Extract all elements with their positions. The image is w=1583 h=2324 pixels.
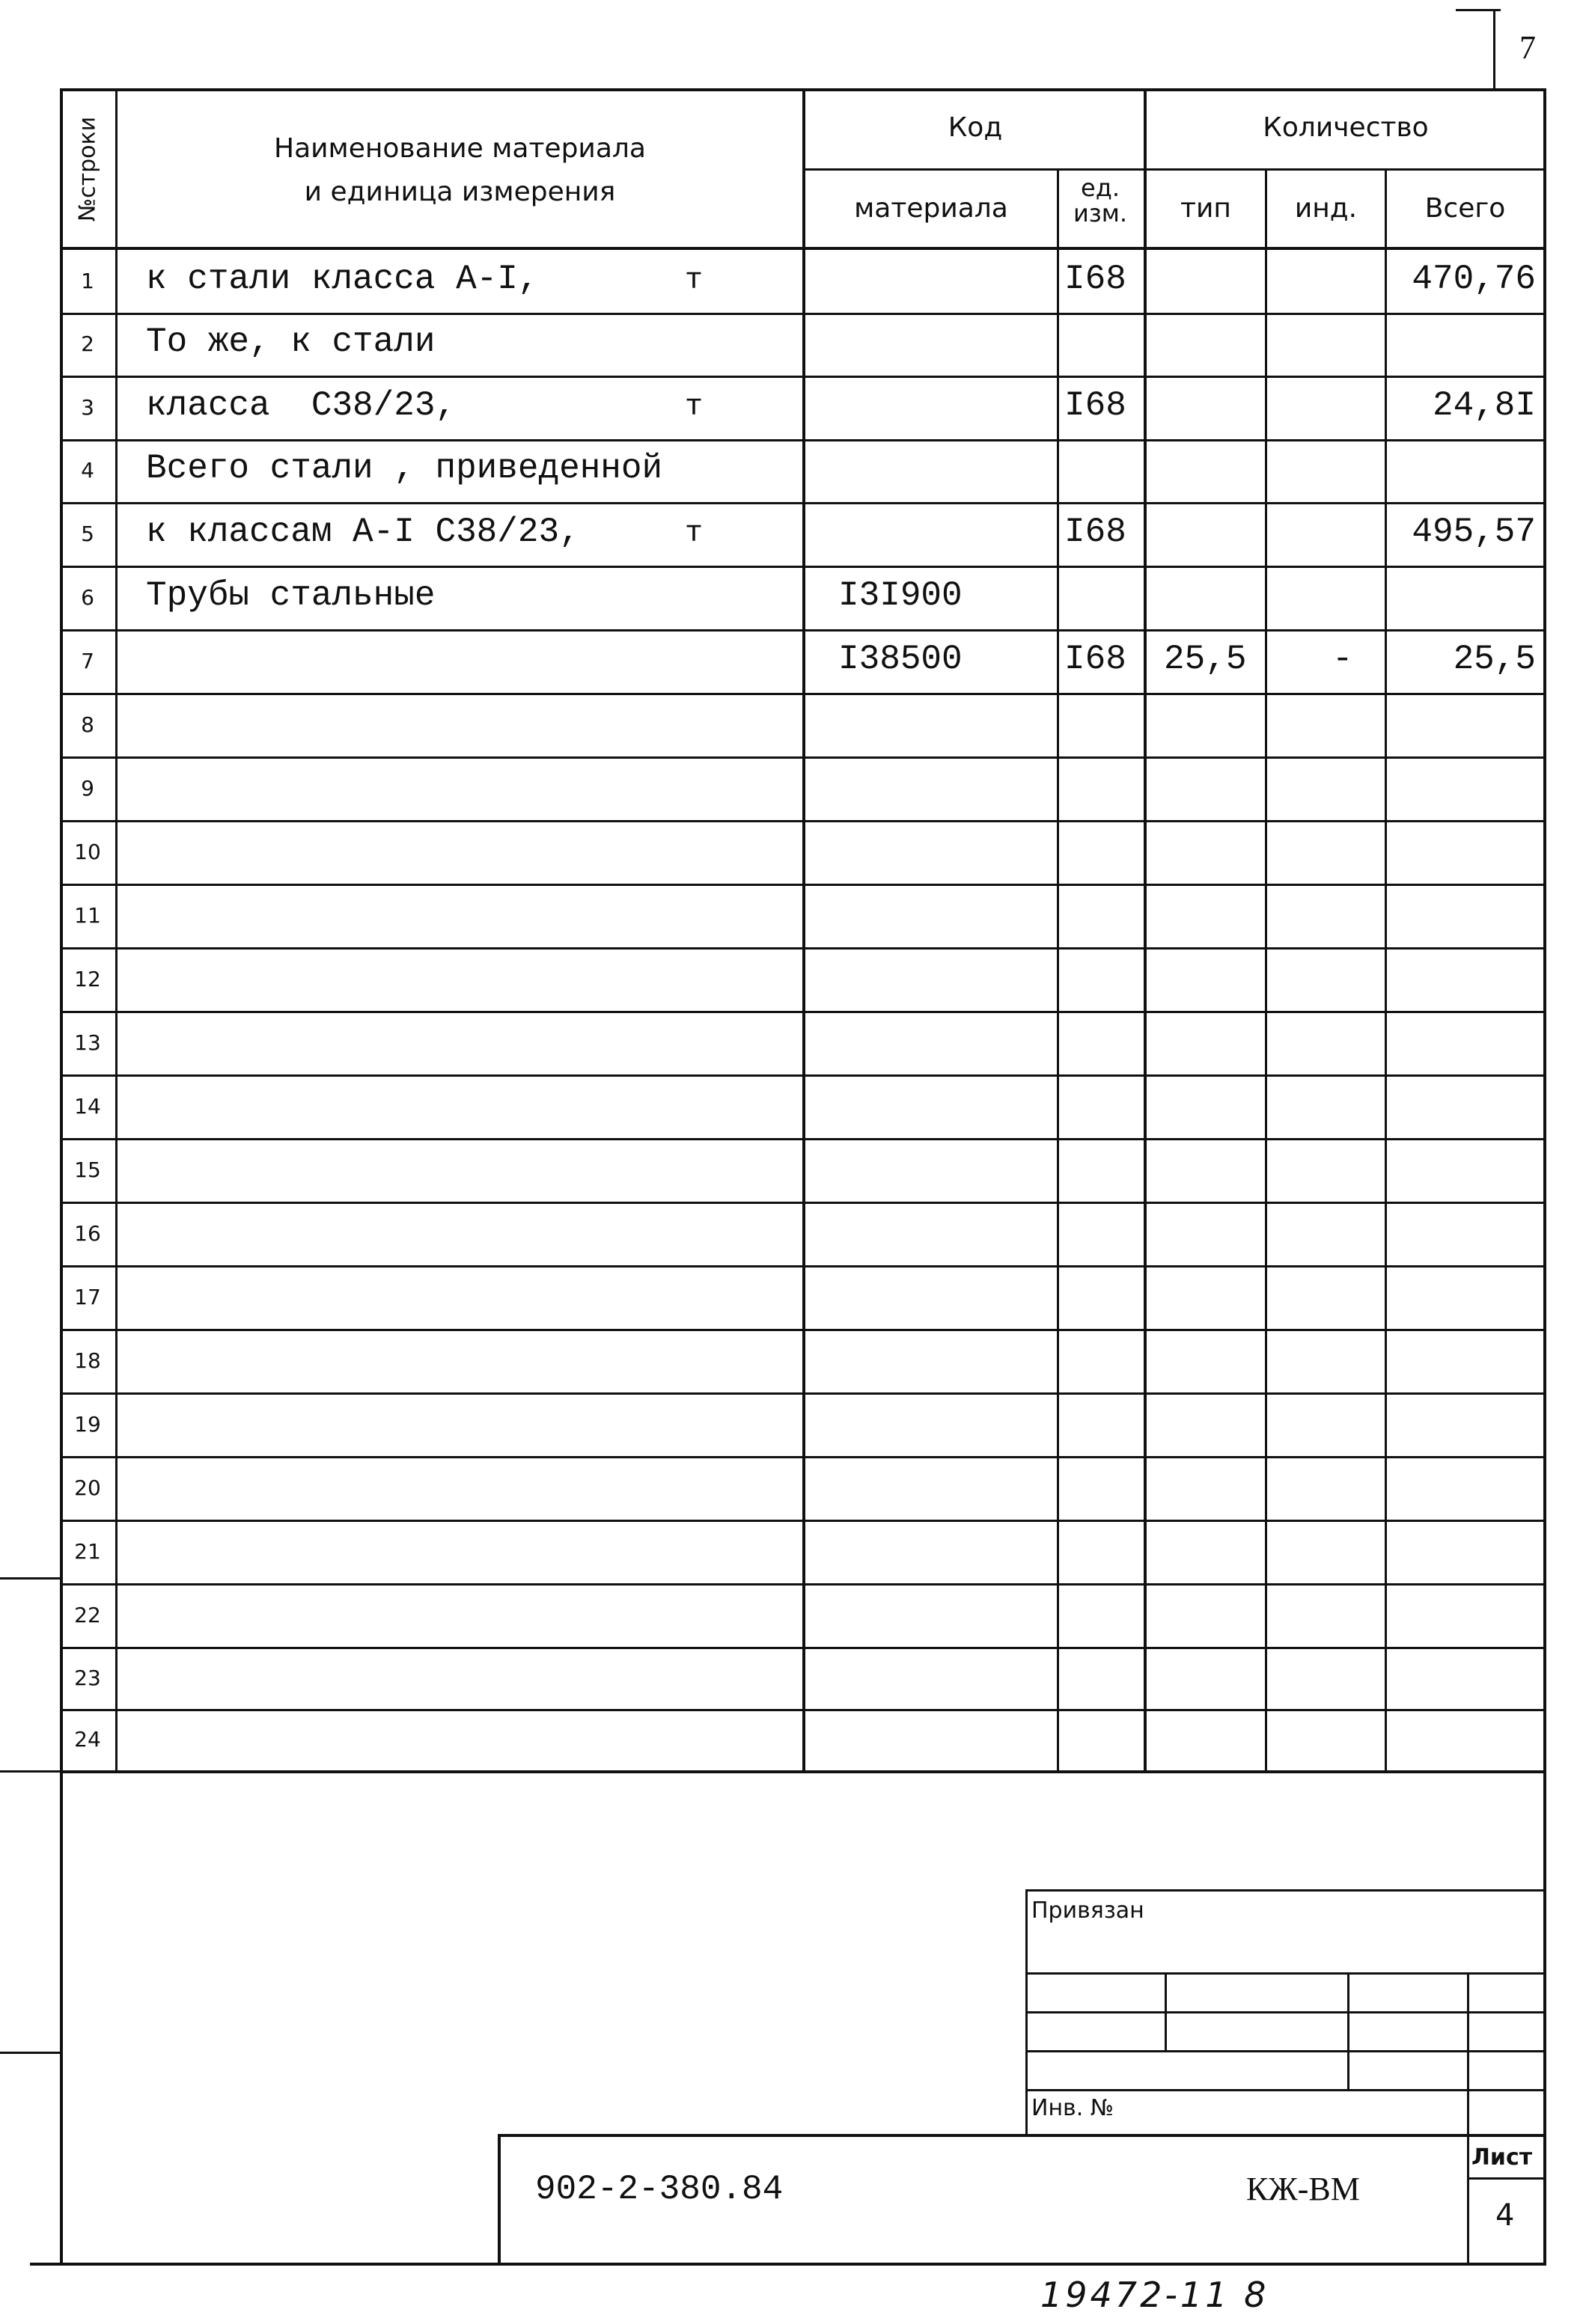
row-divider	[60, 1456, 1546, 1458]
privyazan-label: Привязан	[1031, 1898, 1144, 1924]
row-number: 7	[81, 648, 94, 673]
row-unit: I68	[1064, 385, 1126, 425]
header-material: материала	[854, 193, 1008, 224]
privyazan-top-line	[1025, 1889, 1546, 1892]
header-typ: тип	[1180, 193, 1231, 224]
row-total: 495,57	[1412, 512, 1536, 551]
margin-tick-mid	[0, 1577, 63, 1580]
row-number: 19	[74, 1411, 101, 1437]
row-number: 15	[74, 1157, 101, 1182]
row-material-code: I3I900	[838, 575, 963, 615]
row-divider	[60, 756, 1546, 759]
row-number: 1	[81, 268, 94, 293]
corner-box-left-line	[1493, 9, 1495, 90]
row-number: 22	[74, 1602, 101, 1627]
row-number: 23	[74, 1665, 101, 1690]
row-number: 3	[81, 394, 94, 420]
corner-box-top-line	[1456, 9, 1501, 11]
row-number: 18	[74, 1348, 101, 1373]
row-divider	[60, 1520, 1546, 1522]
table-body-bottom-line	[60, 1770, 1546, 1773]
sheet-number: 4	[1495, 2198, 1515, 2233]
document-code: 902-2-380.84	[535, 2170, 784, 2209]
header-row-no: №строки	[74, 116, 101, 222]
row-total: 470,76	[1412, 259, 1536, 299]
row-divider	[60, 1202, 1546, 1204]
row-divider	[60, 1074, 1546, 1077]
row-number: 4	[81, 458, 94, 483]
table-right-border	[1543, 88, 1546, 2266]
row-divider	[60, 1392, 1546, 1395]
privyazan-col-1	[1165, 1972, 1167, 2052]
row-divider	[60, 947, 1546, 950]
row-typ: 25,5	[1164, 639, 1247, 679]
frame-bottom-line	[30, 2263, 1546, 2266]
row-divider	[60, 820, 1546, 822]
row-number: 24	[74, 1726, 101, 1752]
row-number: 9	[81, 775, 94, 801]
row-divider	[60, 439, 1546, 441]
row-number: 11	[74, 902, 101, 928]
header-qty-group: Количество	[1263, 112, 1429, 143]
document-mark: КЖ-ВМ	[1246, 2171, 1360, 2207]
row-number: 17	[74, 1284, 101, 1309]
header-unit: ед. изм.	[1073, 174, 1128, 227]
margin-tick-low	[0, 2052, 63, 2054]
header-mid-line	[802, 168, 1546, 171]
row-name: Трубы стальные	[146, 575, 436, 615]
col-divider-typ	[1265, 168, 1267, 1772]
row-divider	[60, 1329, 1546, 1331]
header-name-line2: и единица измерения	[304, 177, 616, 207]
row-name: к классам А-I С38/23,	[146, 512, 580, 551]
row-number: 13	[74, 1030, 101, 1055]
header-name-line1: Наименование материала	[274, 133, 646, 164]
header-ind: инд.	[1294, 193, 1358, 224]
inv-label: Инв. №	[1031, 2095, 1114, 2121]
row-divider	[60, 884, 1546, 886]
row-total: 24,8I	[1432, 385, 1536, 425]
titleblock-left-line	[498, 2134, 501, 2266]
col-divider-material	[1057, 168, 1059, 1772]
row-name: Всего стали , приведенной	[146, 449, 663, 488]
row-material-code: I38500	[838, 639, 963, 679]
sheet-label: Лист	[1471, 2144, 1533, 2171]
titleblock-sheet-line	[1467, 2177, 1546, 2180]
row-number: 14	[74, 1093, 101, 1119]
margin-tick-top	[0, 1770, 63, 1773]
row-number: 5	[81, 521, 94, 546]
row-unit-mark: т	[685, 390, 704, 424]
row-number: 16	[74, 1220, 101, 1246]
row-name: То же, к стали	[146, 322, 436, 361]
row-unit-mark: т	[685, 263, 704, 298]
row-divider	[60, 1138, 1546, 1140]
row-divider	[60, 693, 1546, 695]
row-number: 2	[81, 331, 94, 356]
privyazan-col-2	[1347, 1972, 1349, 2089]
row-number: 21	[74, 1538, 101, 1564]
row-unit-mark: т	[685, 516, 704, 551]
handwritten-note: 19472-11 8	[1040, 2275, 1269, 2315]
col-divider-ind	[1385, 168, 1387, 1772]
row-divider	[60, 313, 1546, 315]
row-divider	[60, 1709, 1546, 1711]
row-divider	[60, 566, 1546, 568]
row-number: 8	[81, 712, 94, 737]
row-divider	[60, 1583, 1546, 1585]
row-divider	[60, 1265, 1546, 1268]
row-number: 20	[74, 1475, 101, 1500]
row-divider	[60, 1011, 1546, 1013]
row-number: 12	[74, 966, 101, 991]
row-divider	[60, 1647, 1546, 1649]
row-number: 6	[81, 584, 94, 610]
row-total: 25,5	[1453, 639, 1536, 679]
row-unit: I68	[1064, 259, 1126, 299]
row-number: 10	[74, 839, 101, 864]
titleblock-sheet-divider	[1467, 2134, 1469, 2266]
header-total: Всего	[1424, 193, 1506, 224]
row-ind: -	[1332, 639, 1353, 679]
corner-page-number: 7	[1519, 29, 1536, 66]
row-name: к стали класса А-I,	[146, 259, 539, 299]
row-divider	[60, 376, 1546, 378]
row-divider	[60, 629, 1546, 632]
row-unit: I68	[1064, 639, 1126, 679]
titleblock-top-line	[498, 2134, 1546, 2137]
row-name: класса С38/23,	[146, 385, 457, 425]
privyazan-col-3	[1467, 1972, 1469, 2137]
header-code-group: Код	[948, 112, 1003, 143]
row-unit: I68	[1064, 512, 1126, 551]
row-divider	[60, 502, 1546, 504]
